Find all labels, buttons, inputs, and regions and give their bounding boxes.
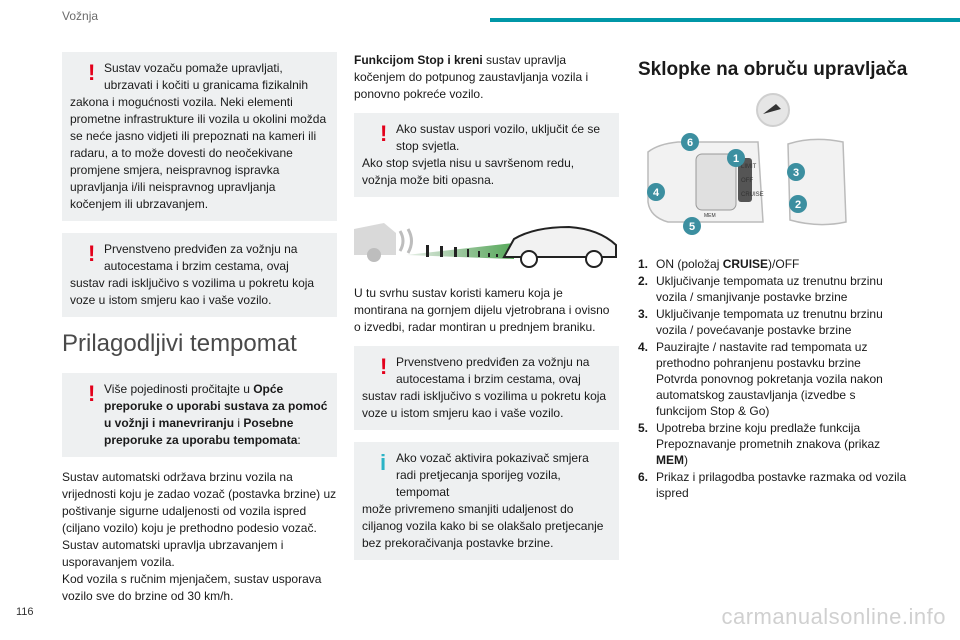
label-limit: LIMIT xyxy=(741,164,757,170)
warning-text-first: Prvenstveno predviđen za vožnju na autocestama i brzim cestama, ovaj xyxy=(396,355,590,386)
info-icon: i xyxy=(380,450,387,475)
info-box-overtaking xyxy=(354,442,619,560)
column-right xyxy=(638,52,908,502)
warning-text-first: Ako sustav uspori vozilo, uključit će se stop svjetla. xyxy=(396,122,601,153)
callout-6: 6 xyxy=(686,137,694,149)
list-item: 1. ON (položaj CRUISE)/OFF xyxy=(638,257,800,271)
list-item: 5. Upotreba brzine koju predlaže funkcija Prepoznavanje prometnih znakova (prikaz MEM) xyxy=(638,421,881,467)
own-vehicle-wheel-icon xyxy=(521,251,537,267)
warning-box-references xyxy=(62,373,337,457)
paragraph-system-description: Sustav automatski održava brzinu vozila na vrijednosti koju je zadao vozač (postavka brzine) uz poštivanje sigurne udaljenosti od vozila ispred (ciljano vozilo) koju je prethodno podesio vozač. Sustav automatski upravlja ubrzavanjem i usporavanjem vozila. Kod vozila s ručnim mjenjačem, sustav usporava vozilo sve do brzine od 30 km/h. xyxy=(62,470,337,603)
warning-icon: ! xyxy=(88,60,96,85)
callout-5: 5 xyxy=(688,221,696,233)
switch-legend-list xyxy=(638,256,908,501)
section-title-steering-switches: Sklopke na obruču upravljača xyxy=(638,59,908,80)
warning-text-first: Prvenstveno predviđen za vožnju na autocestama i brzim cestama, ovaj xyxy=(104,242,298,273)
warning-icon: ! xyxy=(88,241,96,266)
list-item: 3. Uključivanje tempomata uz trenutnu brzinu vozila / povećavanje postavke brzine xyxy=(638,307,883,337)
running-header: Vožnja xyxy=(62,9,99,23)
steering-switches-diagram xyxy=(638,92,908,242)
paragraph-camera-radar: U tu svrhu sustav koristi kameru koja je montirana na gornjem dijelu vjetrobrana i ovisno o izvedbi, radar montiran u prednjem braniku. xyxy=(354,286,610,334)
callout-4: 4 xyxy=(652,187,660,199)
warning-text-rest: zakona i mogućnosti vozila. Neki elementi prometne infrastrukture ili vozila u okolini možda se neće jasno vidjeti ili prepoznati na kameri ili radaru, a to može dovesti do neočekivane promjene smjera, neispravnog ispravka upravljanja i/ili neispravnog upravljanja kočenjem ili ubrzavanjem. xyxy=(70,95,327,211)
column-left xyxy=(62,52,337,605)
warning-icon: ! xyxy=(380,121,388,146)
warning-box-motorway xyxy=(354,346,619,430)
list-item: 6. Prikaz i prilagodba postavke razmaka od vozila ispred xyxy=(638,470,907,500)
warning-box-stop-lights xyxy=(354,113,619,197)
callout-1: 1 xyxy=(732,153,740,165)
warning-box-motorway xyxy=(62,233,337,317)
label-off: OFF xyxy=(741,178,753,184)
radar-waves-icon xyxy=(400,229,412,253)
column-middle xyxy=(354,52,619,572)
label-mem: MEM xyxy=(704,213,716,219)
following-distance-svg xyxy=(354,209,619,273)
callout-3: 3 xyxy=(792,167,800,179)
label-cruise: CRUISE xyxy=(741,192,764,198)
list-item: 4. Pauzirajte / nastavite rad tempomata uz prethodno pohranjenu postavku brzine Potvrda ponovnog pokretanja vozila nakon automatskog zaustavljanja (izvedbe s funkcijom Stop & Go) xyxy=(638,340,883,418)
steering-switches-svg xyxy=(638,92,908,242)
own-vehicle-wheel-icon xyxy=(586,251,602,267)
warning-box-limits xyxy=(62,52,337,221)
warning-text-rest: sustav radi isključivo s vozilima u pokretu koja voze u istom smjeru kao i vaše vozilo. xyxy=(70,276,315,307)
following-distance-illustration xyxy=(354,209,619,273)
ref-cruise-recommendations: Posebne preporuke za uporabu tempomata xyxy=(104,416,298,447)
warning-text-first: Sustav vozaču pomaže upravljati, ubrzavati i kočiti u granicama fizikalnih xyxy=(104,61,309,92)
watermark: carmanualsonline.info xyxy=(721,604,946,629)
list-item: 2. Uključivanje tempomata uz trenutnu brzinu vozila / smanjivanje postavke brzine xyxy=(638,274,883,304)
warning-icon: ! xyxy=(380,354,388,379)
section-title-adaptive-cruise: Prilagodljivi tempomat xyxy=(62,330,297,357)
header-accent-bar xyxy=(490,18,960,22)
info-text-first: Ako vozač aktivira pokazivač smjera radi pretjecanja sporijeg vozila, tempomat xyxy=(396,451,589,499)
warning-text-rest: sustav radi isključivo s vozilima u pokretu koja voze u istom smjeru kao i vaše vozilo. xyxy=(362,389,607,420)
warning-text-references: Više pojedinosti pročitajte u Opće preporuke o uporabi sustava za pomoć u vožnji i manevriranju i Posebne preporuke za uporabu tempomata: xyxy=(104,382,328,447)
ref-general-recommendations: Opće preporuke o uporabi sustava za pomoć u vožnji i manevriranju xyxy=(104,382,328,430)
callout-2: 2 xyxy=(794,199,802,211)
page-number: 116 xyxy=(16,606,34,618)
vehicle-ahead-wheel-icon xyxy=(367,248,381,262)
info-text-rest: može privremeno smanjiti udaljenost do ciljanog vozila kako bi se olakšalo pretjecanje bez prekoračivanja postavke brzine. xyxy=(362,502,604,550)
paragraph-stop-go: Funkcijom Stop i kreni sustav upravlja kočenjem do potpunog zaustavljanja vozila i ponovno pokreće vozilo. xyxy=(354,53,589,101)
warning-text-rest: Ako stop svjetla nisu u savršenom redu, vožnja može biti opasna. xyxy=(362,156,575,187)
warning-icon: ! xyxy=(88,381,96,406)
